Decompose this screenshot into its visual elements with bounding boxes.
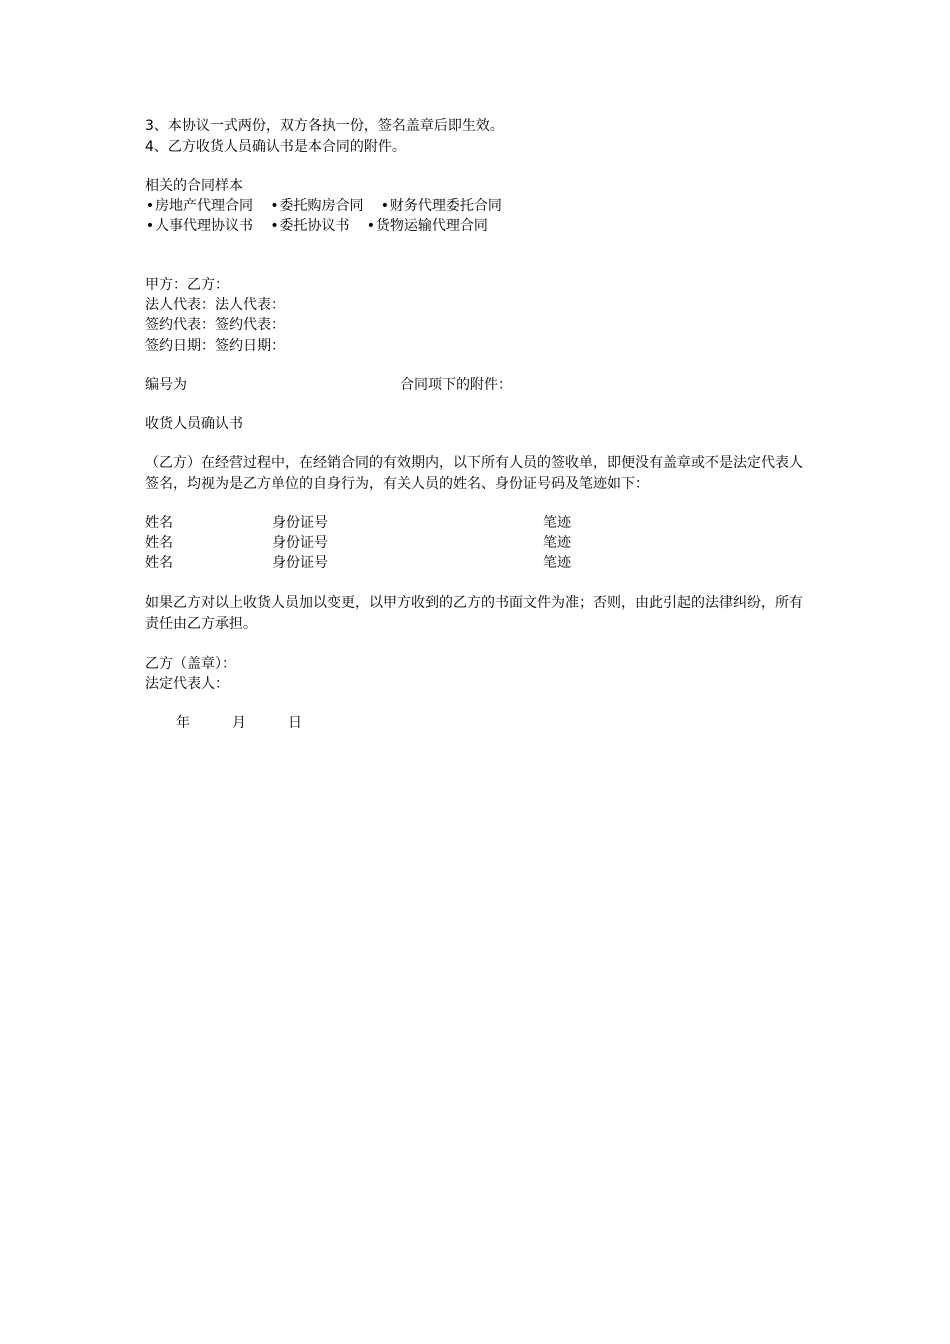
row-handwriting: 笔迹 [543,515,571,531]
row-name: 姓名 [145,535,173,551]
party-line: 甲方：乙方： [145,277,229,293]
seal-line: 乙方（盖章）： [145,656,236,672]
row-id: 身份证号 [272,535,328,551]
bullet-icon: • [380,198,390,214]
confirmation-intro: （乙方）在经营过程中，在经销合同的有效期内，以下所有人员的签收单，即便没有盖章或不是法定代表人签名，均视为是乙方单位的自身行为，有关人员的姓名、身份证号码及笔迹如下： [145,455,803,492]
row-name: 姓名 [145,515,173,531]
bullet-icon: • [145,218,155,234]
related-link[interactable]: •委托购房合同 [270,198,364,214]
confirmation-title: 收货人员确认书 [145,416,243,432]
related-row-2 [145,216,500,236]
related-link[interactable]: •人事代理协议书 [145,218,253,234]
sign-date-line: 签约日期：签约日期： [145,338,285,354]
date-day: 日 [288,715,302,731]
bullet-icon: • [270,218,279,234]
related-link[interactable]: •委托协议书 [270,218,350,234]
related-link[interactable]: •货物运输代理合同 [366,218,488,234]
legal-representative-line: 法定代表人： [145,676,229,692]
row-id: 身份证号 [272,555,328,571]
date-month: 月 [232,715,246,731]
bullet-icon: • [145,198,155,214]
legal-rep-line: 法人代表：法人代表： [145,297,285,313]
row-id: 身份证号 [272,515,328,531]
row-name: 姓名 [145,555,173,571]
row-handwriting: 笔迹 [543,555,571,571]
date-year: 年 [176,715,190,731]
change-clause: 如果乙方对以上收货人员加以变更，以甲方收到的乙方的书面文件为准；否则，由此引起的法律纠纷，所有责任由乙方承担。 [145,595,803,632]
clause-4: 4、乙方收货人员确认书是本合同的附件。 [145,139,406,155]
clause-3: 3、本协议一式两份，双方各执一份，签名盖章后即生效。 [145,118,504,134]
related-link[interactable]: •房地产代理合同 [145,198,253,214]
number-label: 编号为 [145,377,187,393]
bullet-icon: • [270,198,279,214]
sign-rep-line: 签约代表：签约代表： [145,317,285,333]
row-handwriting: 笔迹 [543,535,571,551]
bullet-icon: • [366,218,376,234]
related-heading: 相关的合同样本 [145,178,243,194]
related-row-1 [145,196,514,216]
related-link[interactable]: •财务代理委托合同 [380,198,502,214]
attachment-label: 合同项下的附件： [400,377,512,393]
